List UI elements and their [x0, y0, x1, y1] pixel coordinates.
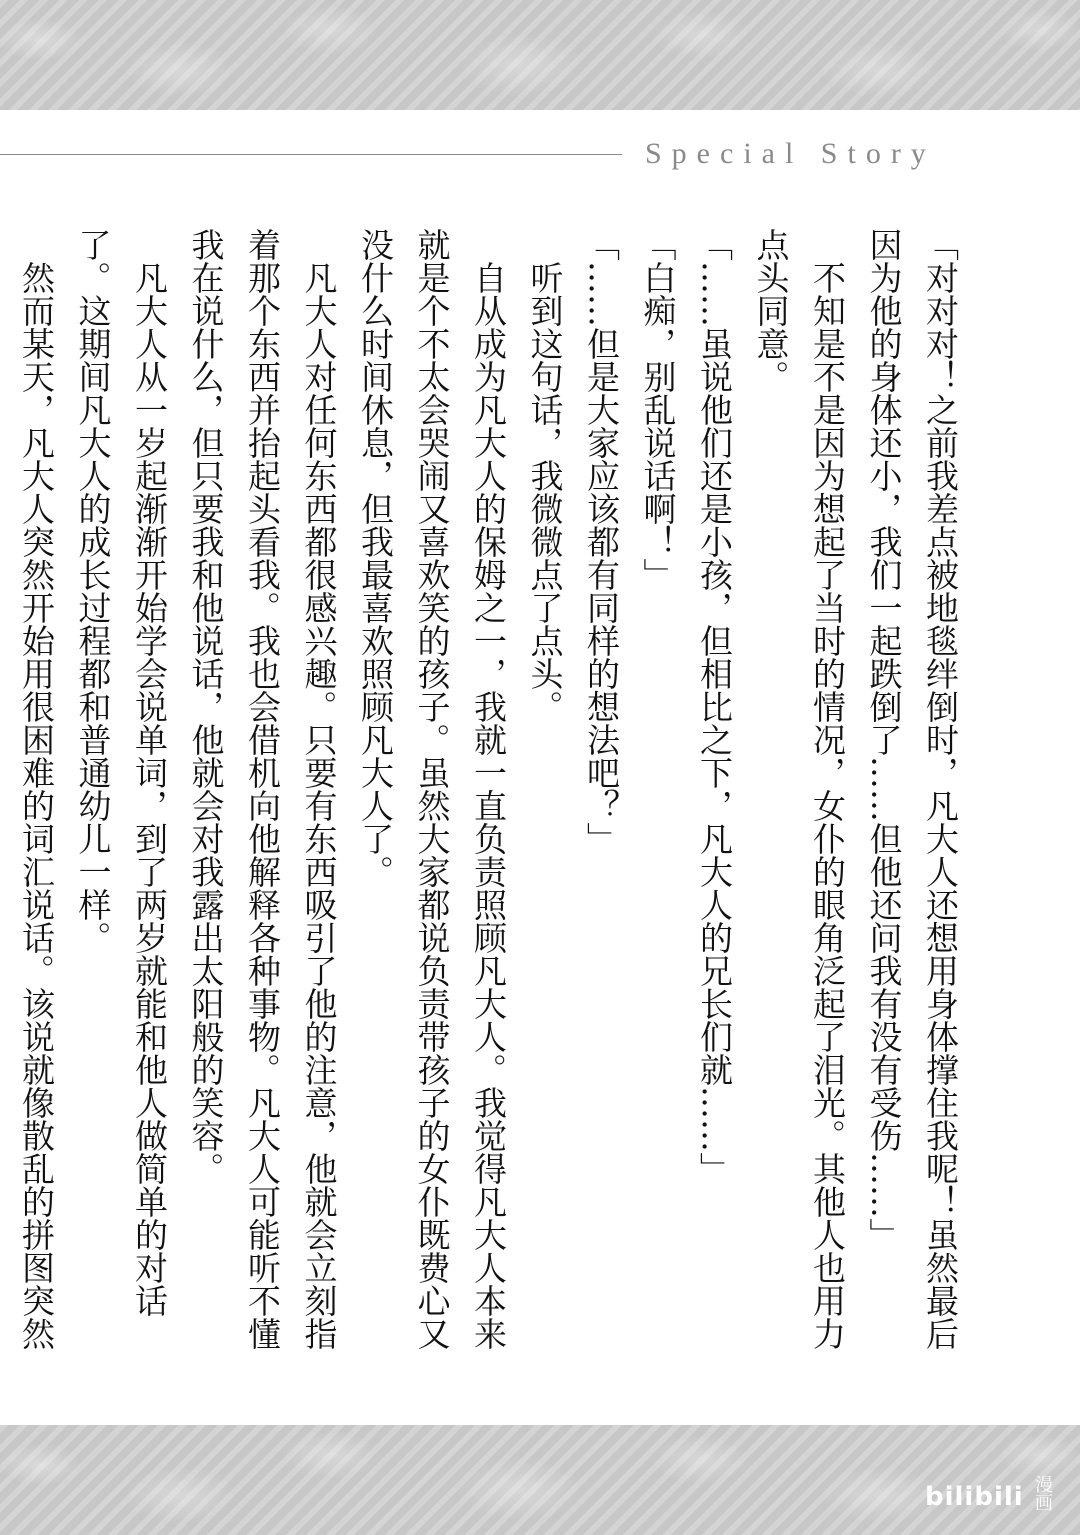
- paragraph: 自从成为凡大人的保姆之一，我就一直负责照顾凡大人。我觉得凡大人本来就是个不太会哭闹又喜欢笑的孩子。虽然大家都说负责带孩子的女仆既费心又没什么时间休息，但我最喜欢照顾凡大人了。: [356, 228, 508, 1350]
- bottom-decorative-band: [0, 1425, 1080, 1535]
- paragraph: 「……但是大家应该都有同样的想法吧？」: [582, 228, 621, 855]
- bilibili-logo: bilibili: [925, 1482, 1024, 1512]
- page-title: Special Story: [645, 137, 936, 170]
- paragraph: 听到这句话，我微微点了点头。: [525, 261, 565, 723]
- paragraph: 不知是不是因为想起了当时的情况，女仆的眼角泛起了泪光。其他人也用力点头同意。: [751, 228, 847, 1350]
- header-rule: [0, 154, 622, 155]
- paragraph: 凡大人从一岁起渐渐开始学会说单词，到了两岁就能和他人做简单的对话了。这期间凡大人的成长过程都和普通幼儿一样。: [73, 228, 169, 1317]
- paragraph: 「……虽说他们还是小孩，但相比之下，凡大人的兄长们就……」: [695, 228, 734, 1185]
- paragraph: 凡大人对任何东西都很感兴趣。只要有东西吸引了他的注意，他就会立刻指着那个东西并抬起头看我。我也会借机向他解释各种事物。凡大人可能听不懂我在说什么，但只要我和他说话，他就会对我露出太阳般的笑容。: [186, 228, 339, 1350]
- paragraph: 然而某天，凡大人突然开始用很困难的词汇说话。该说就像散乱的拼图突然: [17, 261, 56, 1350]
- story-text: [17, 228, 968, 1368]
- top-decorative-band: [0, 0, 1080, 110]
- paragraph: 「白痴，别乱说话啊！」: [638, 228, 678, 591]
- bilibili-logo-label: 漫画: [1032, 1475, 1053, 1511]
- paragraph: 「对对对！之前我差点被地毯绊倒时，凡大人还想用身体撑住我呢！虽然最后因为他的身体还小，我们一起跌倒了……但他还问我有没有受伤……」: [864, 228, 960, 1350]
